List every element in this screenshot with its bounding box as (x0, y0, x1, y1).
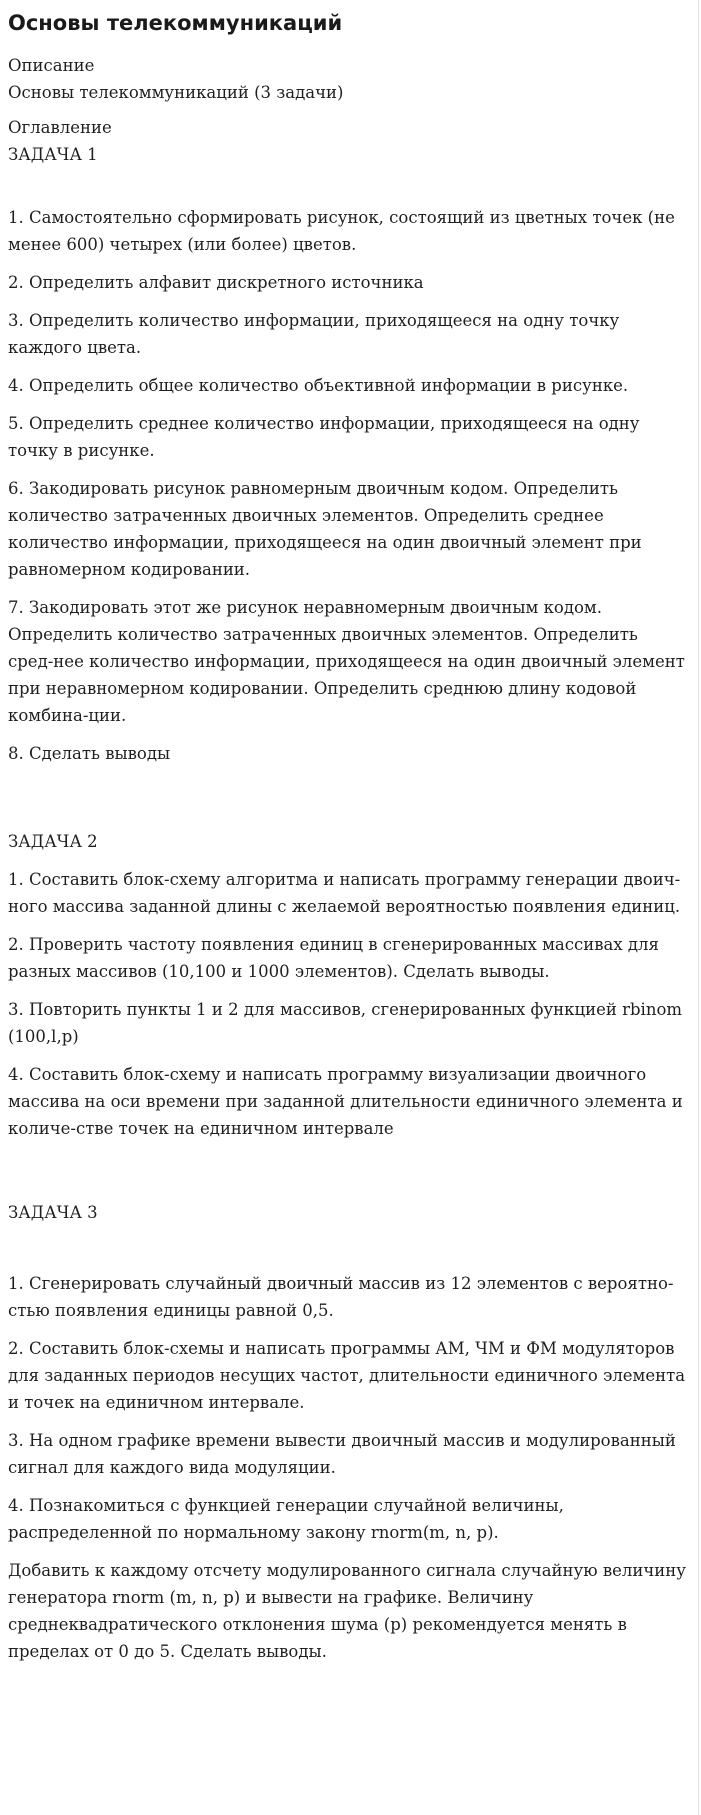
task-3-item-2: 2. Составить блок-схемы и написать программы АМ, ЧМ и ФМ модуляторов для заданных периодов несущих частот, длительности единичного элемента и точек на единичном интервале. (8, 1339, 686, 1412)
task-2-item-4: 4. Составить блок-схему и написать программу визуализации двоичного массива на оси времени при заданной длительности единичного элемента и количе-стве точек на единичном интервале (8, 1065, 683, 1138)
task-2-item-3: 3. Повторить пункты 1 и 2 для массивов, сгенерированных функцией rbinom (100,l,p) (8, 1000, 683, 1046)
page-border (698, 0, 699, 1815)
task-2-item-2: 2. Проверить частоту появления единиц в сгенерированных массивах для разных массивов (10,100 и 1000 элементов). Сделать выводы. (8, 935, 659, 981)
task-1-item-1: 1. Самостоятельно сформировать рисунок, состоящий из цветных точек (не менее 600) четырех (или более) цветов. (8, 208, 675, 254)
task-1-section (8, 141, 687, 767)
task-3-section (8, 1199, 687, 1665)
task-3-title: ЗАДАЧА 3 (8, 1203, 98, 1222)
description-label: Описание (8, 56, 95, 75)
task-1-item-5: 5. Определить среднее количество информации, приходящееся на одну точку в рисунке. (8, 414, 640, 460)
task-1-item-7: 7. Закодировать этот же рисунок неравномерным двоичным кодом. Определить количество затраченных двоичных элементов. Определить сред-нее количество информации, приходящееся на один двоичный элемент при неравномерном кодировании. Определить среднюю длину кодовой комбина-ции. (8, 598, 685, 725)
task-3-item-5: Добавить к каждому отсчету модулированного сигнала случайную величину генератора rnorm (m, n, p) и вывести на графике. Величину среднеквадратического отклонения шума (p) рекомендуется менять в пределах от 0 до 5. Сделать выводы. (8, 1561, 686, 1661)
task-1-item-3: 3. Определить количество информации, приходящееся на одну точку каждого цвета. (8, 311, 620, 357)
toc-label: Оглавление (8, 118, 112, 137)
task-1-item-2: 2. Определить алфавит дискретного источника (8, 273, 424, 292)
task-1-item-4: 4. Определить общее количество объективной информации в рисунке. (8, 376, 629, 395)
task-2-section (8, 828, 687, 1142)
task-2-title: ЗАДАЧА 2 (8, 832, 98, 851)
task-3-item-4: 4. Познакомиться с функцией генерации случайной величины, распределенной по нормальному закону rnorm(m, n, p). (8, 1496, 564, 1542)
task-1-title: ЗАДАЧА 1 (8, 145, 98, 164)
task-2-item-1: 1. Составить блок-схему алгоритма и написать программу генерации двоич-ного массива заданной длины с желаемой вероятностью появления единиц. (8, 870, 681, 916)
page-title: Основы телекоммуникаций (8, 11, 343, 35)
description-text: Основы телекоммуникаций (3 задачи) (8, 83, 344, 102)
task-1-item-6: 6. Закодировать рисунок равномерным двоичным кодом. Определить количество затраченных двоичных элементов. Определить среднее количество информации, приходящееся на один двоичный элемент при равномерном кодировании. (8, 479, 642, 579)
task-1-item-8: 8. Сделать выводы (8, 744, 171, 763)
task-3-item-1: 1. Сгенерировать случайный двоичный массив из 12 элементов с вероятно-стью появления единицы равной 0,5. (8, 1274, 674, 1320)
task-3-item-3: 3. На одном графике времени вывести двоичный массив и модулированный сигнал для каждого вида модуляции. (8, 1431, 676, 1477)
